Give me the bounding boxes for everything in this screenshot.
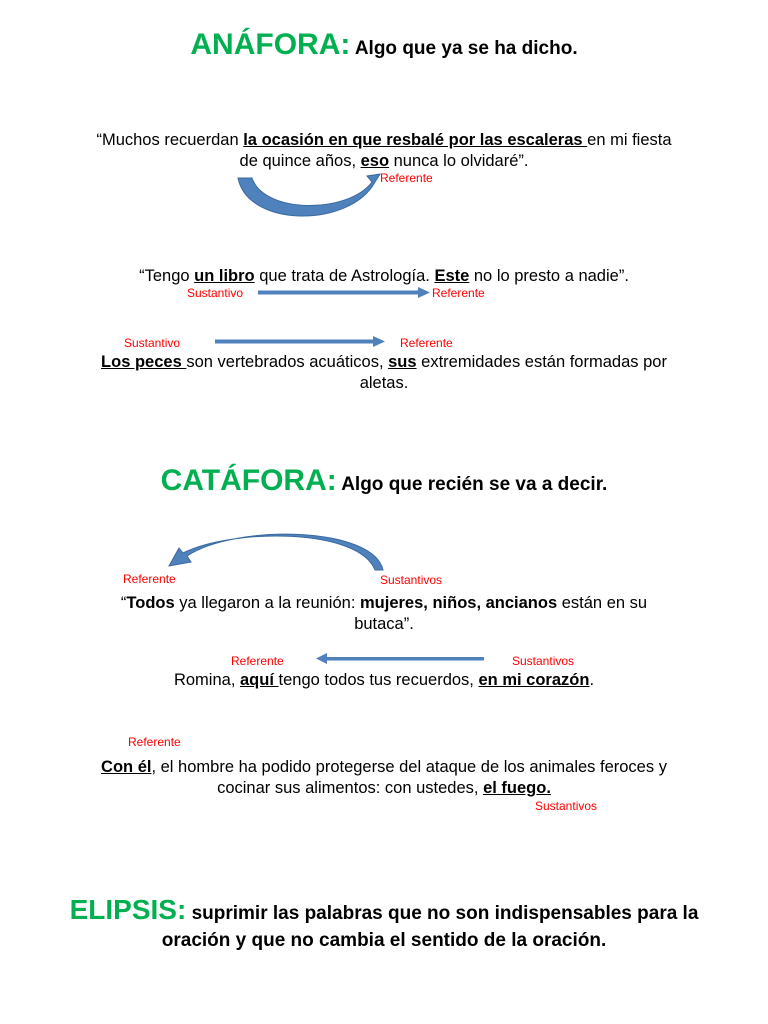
- catafora-example-3: [90, 757, 678, 799]
- catafora-definition: Algo que recién se va a decir.: [341, 474, 608, 495]
- sentence-text: “Muchos recuerdan: [96, 131, 244, 149]
- underlined-referent: la ocasión en que resbalé por las escaleras: [243, 131, 588, 149]
- anafora-example-1: [90, 130, 678, 172]
- sentence-text: “Tengo: [139, 267, 195, 285]
- underlined-referent: Con él: [101, 758, 152, 776]
- sentence-text: , el hombre ha podido protegerse del ataque de los animales feroces y cocinar sus alimentos: con ustedes,: [151, 758, 667, 797]
- elipsis-definition: suprimir las palabras que no son indispensables para la oración y que no cambia el sentido de la oración.: [161, 903, 699, 951]
- curved-arrow-icon: [165, 526, 390, 572]
- catafora-example-1: [90, 593, 678, 635]
- sentence-text: “: [120, 594, 127, 612]
- left-arrow-icon: [316, 653, 484, 665]
- sentence-text: ya llegaron a la reunión:: [174, 594, 360, 612]
- label-referente: Referente: [231, 654, 284, 668]
- label-sustantivo: Sustantivo: [124, 336, 181, 350]
- label-referente: Referente: [400, 336, 453, 350]
- label-sustantivos: Sustantivos: [512, 654, 575, 668]
- label-sustantivos: Sustantivos: [380, 573, 443, 587]
- sentence-text: son vertebrados acuáticos,: [186, 353, 389, 371]
- anafora-example-2: [90, 266, 678, 287]
- curved-arrow-icon: [230, 168, 390, 228]
- elipsis-section: [60, 896, 708, 954]
- catafora-example-2: [90, 670, 678, 691]
- sentence-text: no lo presto a nadie”.: [469, 267, 629, 285]
- underlined-pronoun: eso: [360, 152, 390, 170]
- underlined-noun: el fuego.: [483, 779, 551, 797]
- underlined-nouns: en mi corazón: [478, 671, 590, 689]
- label-referente: Referente: [128, 735, 181, 749]
- anafora-title: ANÁFORA:: [190, 28, 351, 61]
- catafora-heading: [0, 464, 768, 498]
- right-arrow-icon: [215, 336, 385, 348]
- sentence-text: están en su butaca”.: [354, 594, 648, 633]
- catafora-title: CATÁFORA:: [160, 464, 337, 497]
- label-referente: Referente: [380, 171, 433, 185]
- sentence-text: nunca lo olvidaré”.: [389, 152, 529, 170]
- anafora-example-3: [90, 352, 678, 394]
- label-referente: Referente: [432, 286, 485, 300]
- sentence-text: que trata de Astrología.: [254, 267, 435, 285]
- sentence-text: en mi fiesta de quince años,: [239, 131, 672, 170]
- anafora-heading: [0, 28, 768, 62]
- elipsis-title: ELIPSIS:: [69, 894, 187, 925]
- label-sustantivo: Sustantivo: [187, 286, 244, 300]
- label-referente: Referente: [123, 572, 176, 586]
- bold-nouns: mujeres, niños, ancianos: [360, 594, 558, 612]
- sentence-text: extremidades están formadas por aletas.: [359, 353, 667, 392]
- sentence-text: Romina,: [173, 671, 240, 689]
- anafora-definition: Algo que ya se ha dicho.: [354, 38, 578, 59]
- right-arrow-icon: [258, 287, 430, 299]
- bold-referent: Todos: [126, 594, 175, 612]
- sentence-text: tengo todos tus recuerdos,: [278, 671, 479, 689]
- label-sustantivos: Sustantivos: [535, 799, 598, 813]
- underlined-noun: un libro: [194, 267, 255, 285]
- underlined-pronoun: sus: [388, 353, 417, 371]
- underlined-pronoun: Este: [434, 267, 470, 285]
- underlined-referent: aquí: [240, 671, 279, 689]
- underlined-noun: Los peces: [101, 353, 187, 371]
- sentence-text: .: [589, 671, 595, 689]
